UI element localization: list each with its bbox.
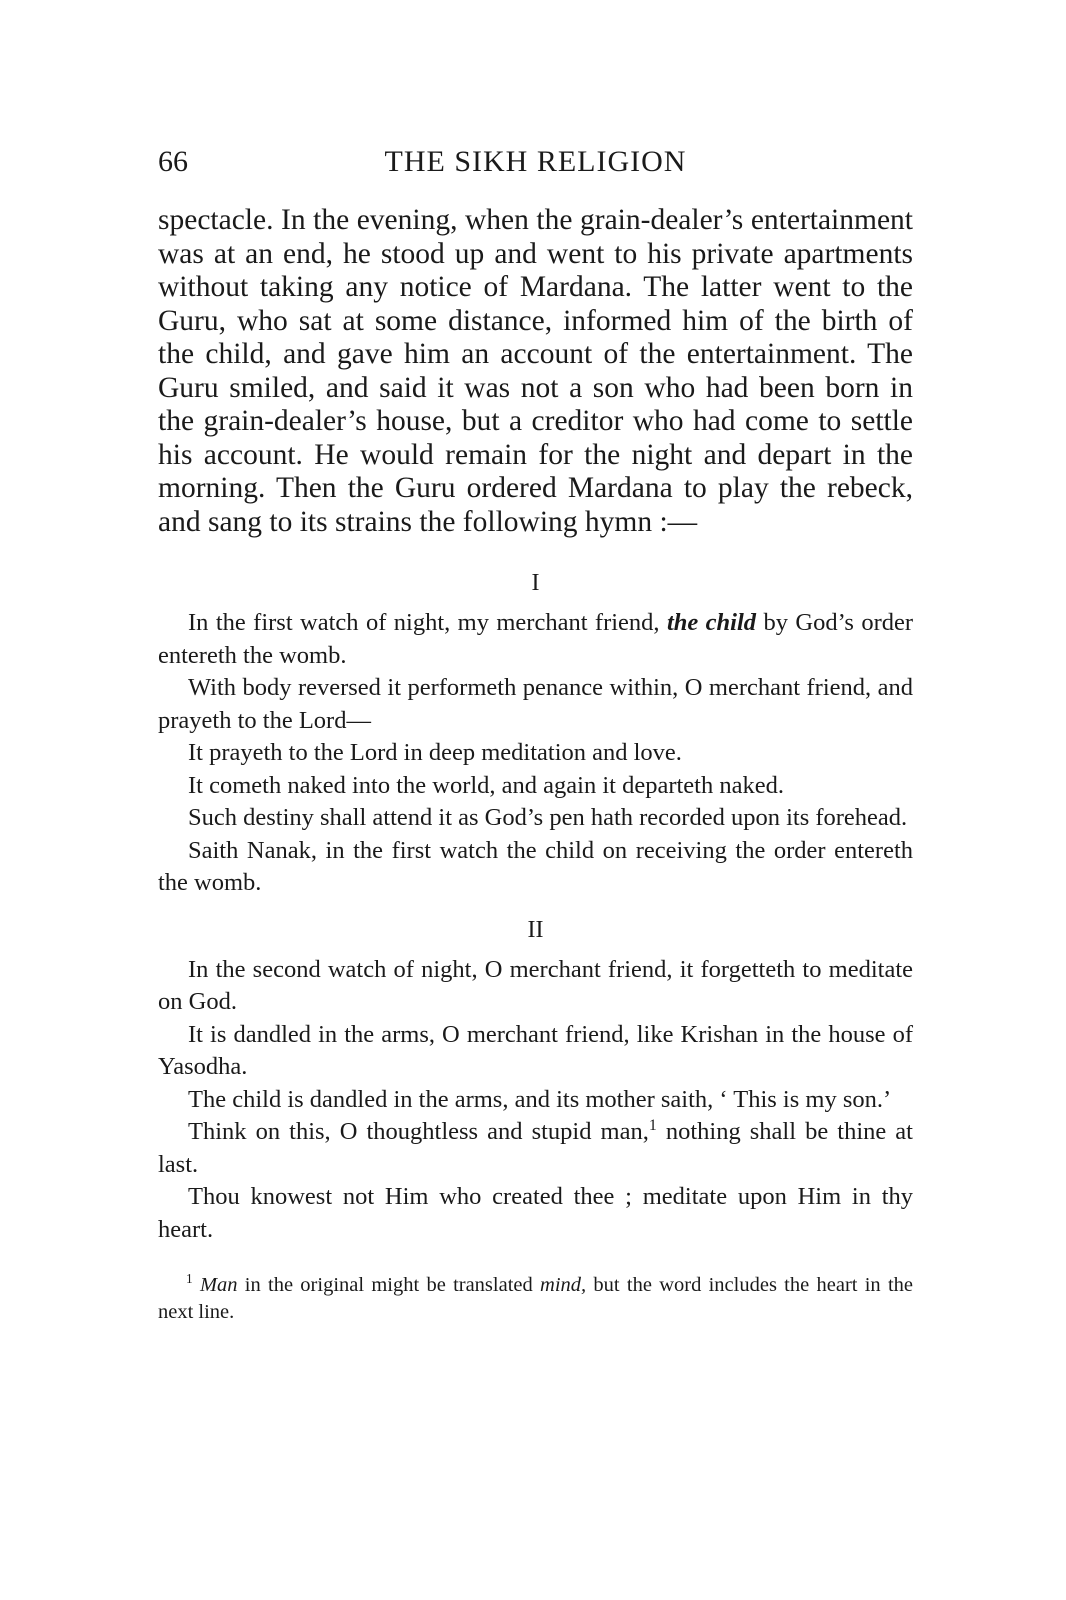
hymn-line-text: In the first watch of night, my merchant friend,	[188, 609, 667, 636]
hymn-line: Saith Nanak, in the first watch the child on receiving the order entereth the womb.	[158, 836, 913, 896]
running-title: THE SIKH RELIGION	[384, 145, 687, 178]
hymn-section-numeral-ii: II	[527, 916, 544, 943]
hymn-emphasis: the child	[666, 609, 757, 636]
book-page	[158, 140, 913, 1347]
hymn-line	[158, 607, 913, 672]
hymn-line: Such destiny shall attend it as God’s pen hath recorded upon its forehead.	[188, 804, 908, 831]
hymn-line: The child is dandled in the arms, and its mother saith, ‘ This is my son.’	[188, 1085, 892, 1113]
hymn-line-text: Think on this, O thoughtless and stupid man,	[188, 1118, 649, 1145]
hymn-line: It prayeth to the Lord in deep meditation and love.	[188, 739, 682, 766]
hymn-line: With body reversed it performeth penance within, O merchant friend, and prayeth to the Lord—	[158, 674, 913, 734]
hymn-line: It cometh naked into the world, and again it departeth naked.	[188, 771, 784, 799]
footnote-emphasis: Man	[199, 1274, 238, 1296]
footnote-text: in the original might be translated	[237, 1274, 541, 1296]
hymn-line-text: nothing shall be thine at last.	[158, 1118, 913, 1178]
footnote-emphasis: mind,	[540, 1274, 587, 1296]
body-paragraph: spectacle. In the evening, when the grain-dealer’s entertainment was at an end, he stood up and went to his private apartments without taking any notice of Mardana. The latter went to the Guru, who sat at some distance, informed him of the birth of the child, and gave him an account of the entertainment. The Guru smiled, and said it was not a son who had been born in the grain-dealer’s house, but a creditor who had come to settle his account. He would remain for the night and depart in the morning. Then the Guru ordered Mardana to play the rebeck, and sang to its strains the following hymn :—	[158, 204, 913, 538]
footnote-marker: 1	[186, 1271, 193, 1287]
hymn-line	[158, 1116, 913, 1181]
hymn-line: In the second watch of night, O merchant friend, it forgetteth to meditate on God.	[158, 955, 913, 1015]
hymn-section-numeral-i: I	[531, 570, 540, 596]
footnote	[158, 1272, 913, 1326]
running-head	[158, 140, 913, 184]
page-number: 66	[158, 145, 188, 178]
footnote-reference: 1	[648, 1116, 657, 1134]
hymn-line: Thou knowest not Him who created thee ; meditate upon Him in thy heart.	[158, 1183, 913, 1243]
hymn-line: It is dandled in the arms, O merchant friend, like Krishan in the house of Yasodha.	[158, 1020, 913, 1080]
footnote-text: but the word includes the heart in the next line.	[158, 1274, 913, 1323]
hymn-line-text: by God’s order entereth the womb.	[158, 609, 914, 669]
